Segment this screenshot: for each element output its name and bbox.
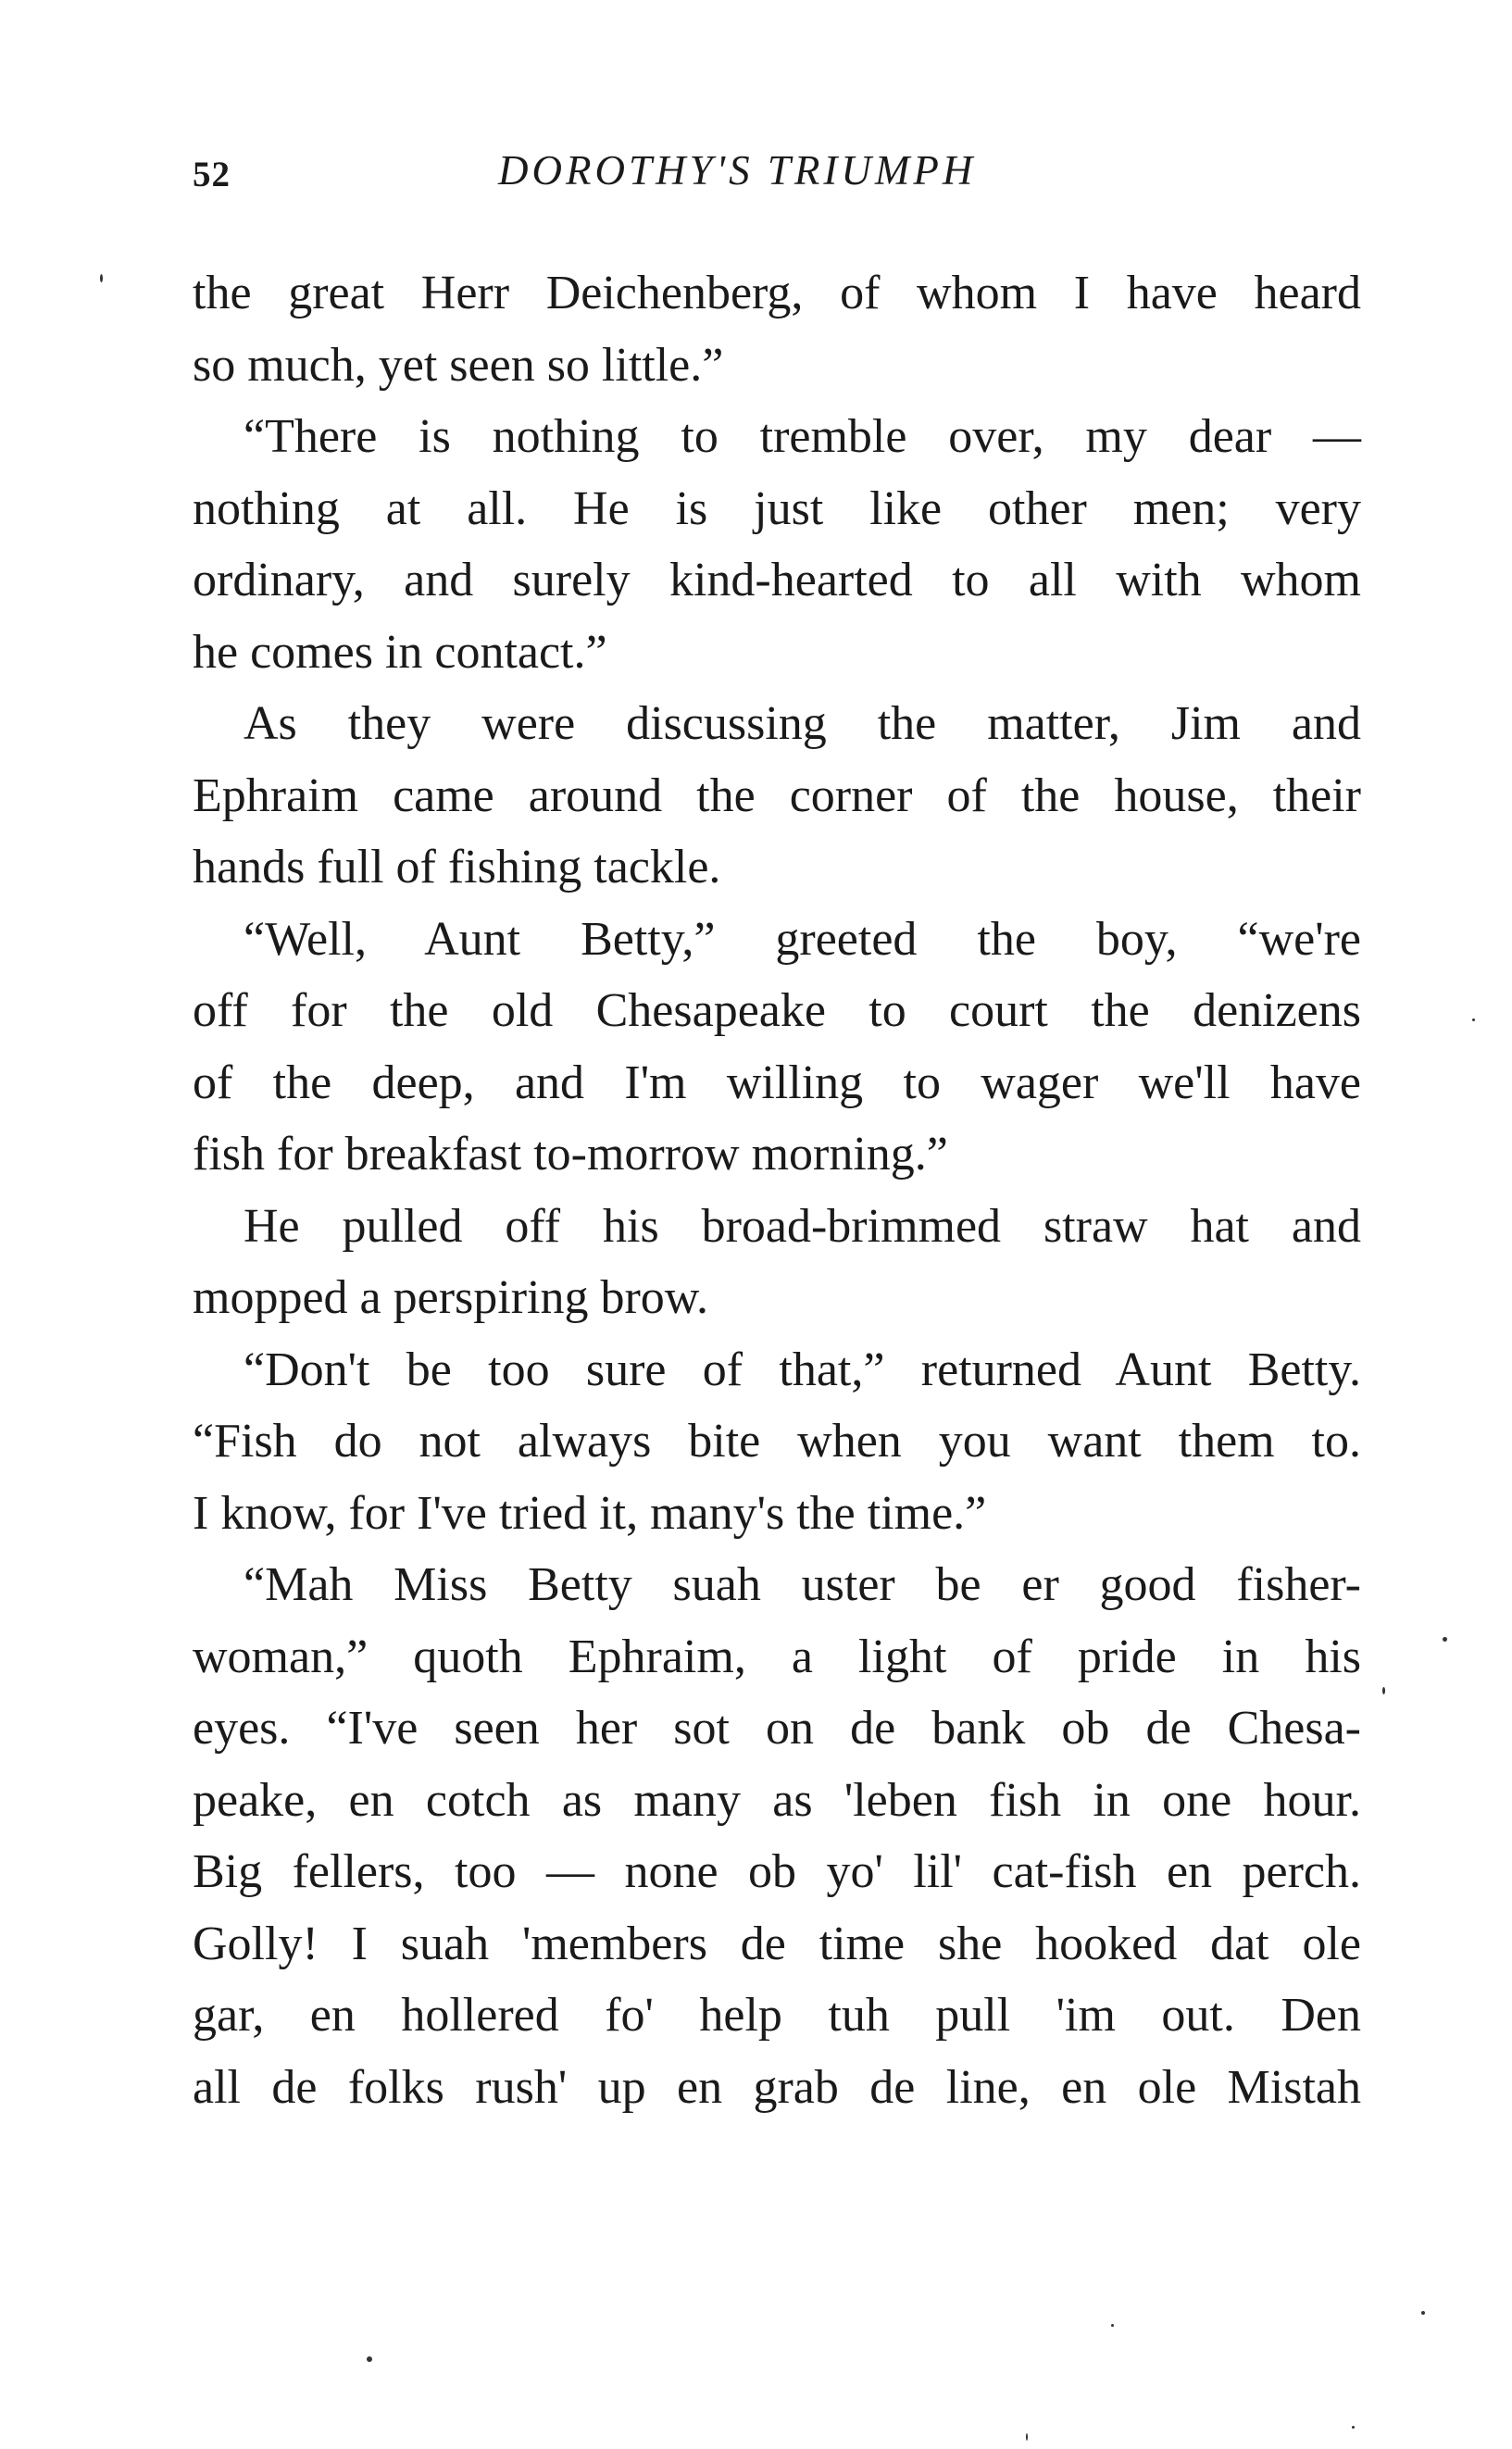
text-line: he comes in contact.” (193, 625, 607, 679)
text-line: fish for breakfast to-morrow morning.” (193, 1128, 948, 1181)
scan-speck (1352, 2426, 1355, 2429)
running-head (193, 146, 1361, 202)
text-line: the great Herr Deichenberg, of whom I have heard (193, 267, 1361, 319)
text-line: As they were discussing the matter, Jim and (244, 697, 1361, 750)
text-line: gar, en hollered fo' help tuh pull 'im out. Den (193, 1989, 1361, 2042)
text-line: nothing at all. He is just like other men; very (193, 481, 1361, 535)
text-line: woman,” quoth Ephraim, a light of pride in his (193, 1630, 1361, 1683)
text-line: of the deep, and I'm willing to wager we'll have (193, 1056, 1361, 1109)
text-line: Big fellers, too — none ob yo' lil' cat-fish en perch. (193, 1845, 1361, 1898)
scan-speck (1382, 1687, 1385, 1694)
text-line: “Don't be too sure of that,” returned Aunt Betty. (244, 1343, 1361, 1396)
text-line: mopped a perspiring brow. (193, 1271, 708, 1324)
scan-speck (1026, 2433, 1028, 2441)
text-line: ordinary, and surely kind-hearted to all with whom (193, 554, 1361, 606)
text-line: “There is nothing to tremble over, my dear — (244, 410, 1361, 463)
text-line: Ephraim came around the corner of the house, their (193, 768, 1361, 822)
text-line: so much, yet seen so little.” (193, 338, 724, 392)
scan-speck (367, 2356, 372, 2362)
text-line: off for the old Chesapeake to court the denizens (193, 984, 1361, 1037)
scan-speck (1421, 2311, 1425, 2315)
scan-speck (100, 274, 103, 282)
text-line: He pulled off his broad-brimmed straw hat and (244, 1199, 1361, 1253)
text-line: “Fish do not always bite when you want them to. (193, 1415, 1361, 1468)
page-number: 52 (193, 155, 231, 194)
text-line: eyes. “I've seen her sot on de bank ob de Chesa- (193, 1702, 1361, 1755)
scan-speck (1472, 1018, 1475, 1021)
text-line: Golly! I suah 'members de time she hooked dat ole (193, 1917, 1361, 1970)
body-text (193, 257, 1361, 2123)
text-line: “Mah Miss Betty suah uster be er good fisher- (244, 1558, 1361, 1611)
text-line: all de folks rush' up en grab de line, en ole Mistah (193, 2060, 1361, 2114)
text-line: peake, en cotch as many as 'leben fish in one hour. (193, 1773, 1361, 1827)
text-line: I know, for I've tried it, many's the time.” (193, 1486, 987, 1540)
running-title: DOROTHY'S TRIUMPH (498, 147, 977, 194)
scan-speck (1111, 2324, 1114, 2327)
text-line: hands full of fishing tackle. (193, 841, 721, 893)
scan-speck (1443, 1637, 1447, 1642)
text-line: “Well, Aunt Betty,” greeted the boy, “we're (244, 912, 1361, 966)
